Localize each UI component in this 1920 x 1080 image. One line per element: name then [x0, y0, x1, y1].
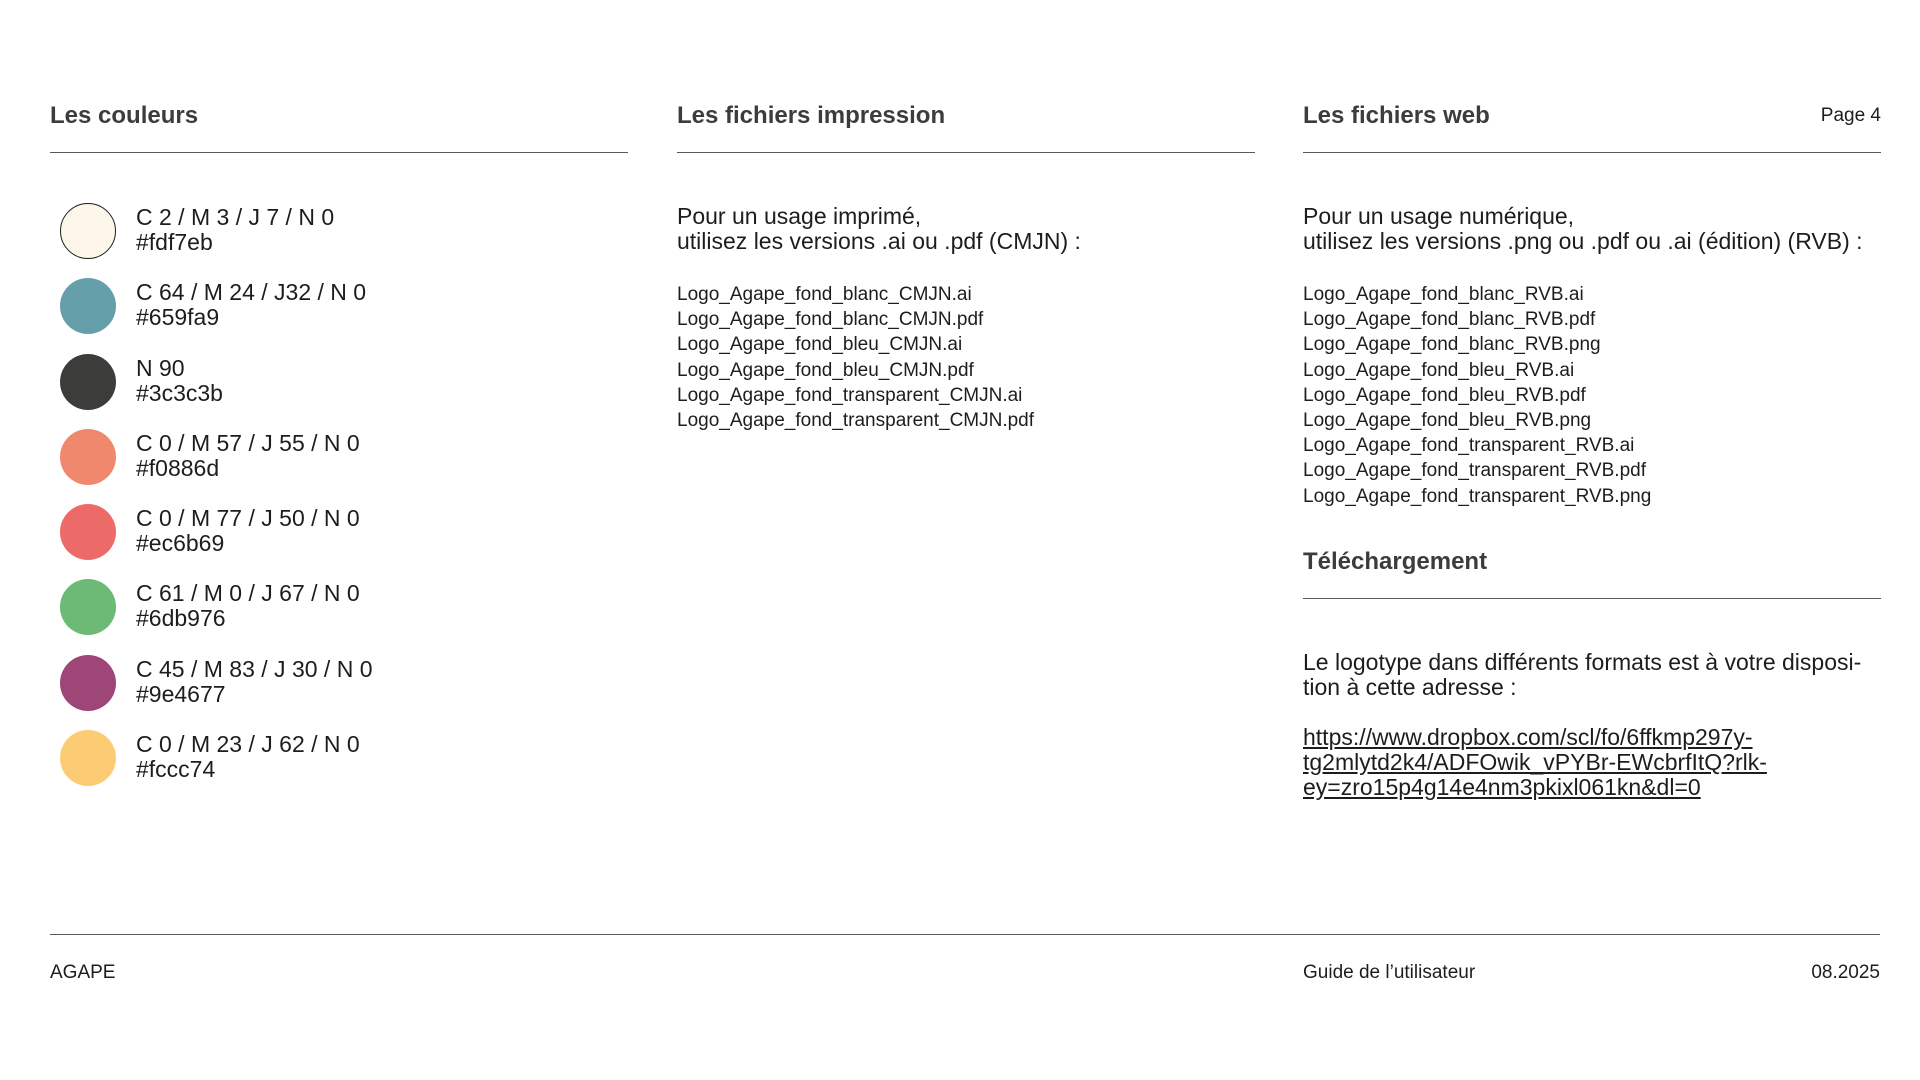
- print-file-item: Logo_Agape_fond_blanc_CMJN.pdf: [677, 309, 984, 331]
- footer-brand: AGAPE: [50, 962, 116, 983]
- web-file-item: Logo_Agape_fond_transparent_RVB.pdf: [1303, 460, 1646, 482]
- color-swatch-circle: [60, 203, 116, 259]
- color-cmjn-value: C 0 / M 77 / J 50 / N 0: [136, 505, 360, 532]
- web-files-divider: [1303, 152, 1881, 153]
- color-swatch-label: [136, 356, 223, 406]
- print-files-title: Les fichiers impression: [677, 102, 946, 129]
- print-file-item: Logo_Agape_fond_transparent_CMJN.pdf: [677, 410, 1035, 432]
- web-file-item: Logo_Agape_fond_transparent_RVB.png: [1303, 485, 1652, 507]
- print-file-list: [677, 282, 1255, 433]
- print-intro-line: Pour un usage imprimé,: [677, 203, 922, 229]
- color-swatch-circle: [60, 579, 116, 635]
- color-swatch-row: [50, 278, 628, 353]
- print-intro-line: utilisez les versions .ai ou .pdf (CMJN) :: [677, 228, 1081, 254]
- print-files-section: [677, 101, 1255, 433]
- color-hex-value: #659fa9: [136, 304, 220, 331]
- color-cmjn-value: C 0 / M 57 / J 55 / N 0: [136, 429, 360, 456]
- colors-section: [50, 101, 628, 805]
- download-link-line[interactable]: tg2mlytd2k4/ADFOwik_vPYBr-EWcbrfItQ?rlk-: [1303, 748, 1767, 775]
- page-number: Page 4: [1820, 105, 1881, 126]
- color-hex-value: #fdf7eb: [136, 229, 213, 255]
- colors-divider: [50, 152, 628, 153]
- colors-title: Les couleurs: [50, 102, 199, 129]
- print-file-item: Logo_Agape_fond_blanc_CMJN.ai: [677, 284, 972, 305]
- print-file-item: Logo_Agape_fond_bleu_CMJN.pdf: [677, 359, 974, 381]
- color-swatch-label: [136, 581, 360, 631]
- color-hex-value: #6db976: [136, 605, 226, 632]
- color-hex-value: #3c3c3b: [136, 379, 223, 406]
- download-link-line[interactable]: https://www.dropbox.com/scl/fo/6ffkmp297y-: [1303, 723, 1753, 750]
- footer-divider: [50, 934, 1880, 935]
- download-text-line: Le logotype dans différents formats est à votre disposi-: [1303, 648, 1862, 675]
- color-swatch-list: [50, 203, 628, 805]
- color-swatch-circle: [60, 504, 116, 560]
- download-link[interactable]: [1303, 725, 1881, 800]
- footer-date: 08.2025: [1811, 962, 1880, 983]
- print-intro: [677, 204, 1255, 254]
- web-file-item: Logo_Agape_fond_blanc_RVB.ai: [1303, 284, 1584, 305]
- color-swatch-label: [136, 732, 360, 782]
- color-cmjn-value: C 0 / M 23 / J 62 / N 0: [136, 731, 360, 758]
- color-hex-value: #fccc74: [136, 756, 216, 783]
- color-swatch-label: [136, 506, 360, 556]
- color-swatch-circle: [60, 730, 116, 786]
- color-cmjn-value: C 64 / M 24 / J32 / N 0: [136, 279, 367, 306]
- web-intro-line: Pour un usage numérique,: [1303, 203, 1575, 229]
- color-hex-value: #ec6b69: [136, 530, 225, 557]
- print-file-item: Logo_Agape_fond_transparent_CMJN.ai: [677, 384, 1023, 406]
- color-swatch-label: [136, 205, 334, 255]
- web-intro: [1303, 204, 1881, 254]
- color-cmjn-value: C 2 / M 3 / J 7 / N 0: [136, 204, 335, 230]
- color-swatch-label: [136, 431, 360, 481]
- color-swatch-circle: [60, 429, 116, 485]
- color-swatch-row: [50, 730, 628, 805]
- color-cmjn-value: C 45 / M 83 / J 30 / N 0: [136, 655, 373, 682]
- color-swatch-row: [50, 429, 628, 504]
- print-file-item: Logo_Agape_fond_bleu_CMJN.ai: [677, 334, 963, 356]
- web-file-item: Logo_Agape_fond_blanc_RVB.png: [1303, 334, 1601, 356]
- download-title: Téléchargement: [1303, 547, 1488, 575]
- web-file-item: Logo_Agape_fond_blanc_RVB.pdf: [1303, 309, 1596, 331]
- color-swatch-circle: [60, 278, 116, 334]
- color-hex-value: #9e4677: [136, 680, 226, 707]
- web-file-item: Logo_Agape_fond_bleu_RVB.ai: [1303, 359, 1575, 381]
- footer-guide-title: Guide de l’utilisateur: [1303, 962, 1476, 983]
- web-file-list: [1303, 282, 1881, 509]
- color-swatch-row: [50, 203, 628, 278]
- web-intro-line: utilisez les versions .png ou .pdf ou .ai (édition) (RVB) :: [1303, 228, 1863, 254]
- color-swatch-row: [50, 579, 628, 654]
- web-files-title: Les fichiers web: [1303, 102, 1490, 129]
- color-swatch-label: [136, 280, 366, 330]
- color-swatch-row: [50, 655, 628, 730]
- web-file-item: Logo_Agape_fond_bleu_RVB.pdf: [1303, 384, 1586, 406]
- color-swatch-label: [136, 657, 373, 707]
- download-divider: [1303, 598, 1881, 599]
- print-files-divider: [677, 152, 1255, 153]
- web-file-item: Logo_Agape_fond_transparent_RVB.ai: [1303, 435, 1635, 457]
- download-text-line: tion à cette adresse :: [1303, 673, 1517, 700]
- color-swatch-row: [50, 354, 628, 429]
- color-swatch-circle: [60, 655, 116, 711]
- web-files-section: [1303, 101, 1881, 800]
- web-file-item: Logo_Agape_fond_bleu_RVB.png: [1303, 410, 1592, 432]
- color-swatch-circle: [60, 354, 116, 410]
- download-section: [1303, 547, 1881, 800]
- color-swatch-row: [50, 504, 628, 579]
- color-cmjn-value: N 90: [136, 354, 185, 381]
- color-cmjn-value: C 61 / M 0 / J 67 / N 0: [136, 580, 360, 607]
- color-hex-value: #f0886d: [136, 454, 220, 481]
- download-description: [1303, 650, 1881, 700]
- download-link-line[interactable]: ey=zro15p4g14e4nm3pkixl061kn&dl=0: [1303, 773, 1701, 800]
